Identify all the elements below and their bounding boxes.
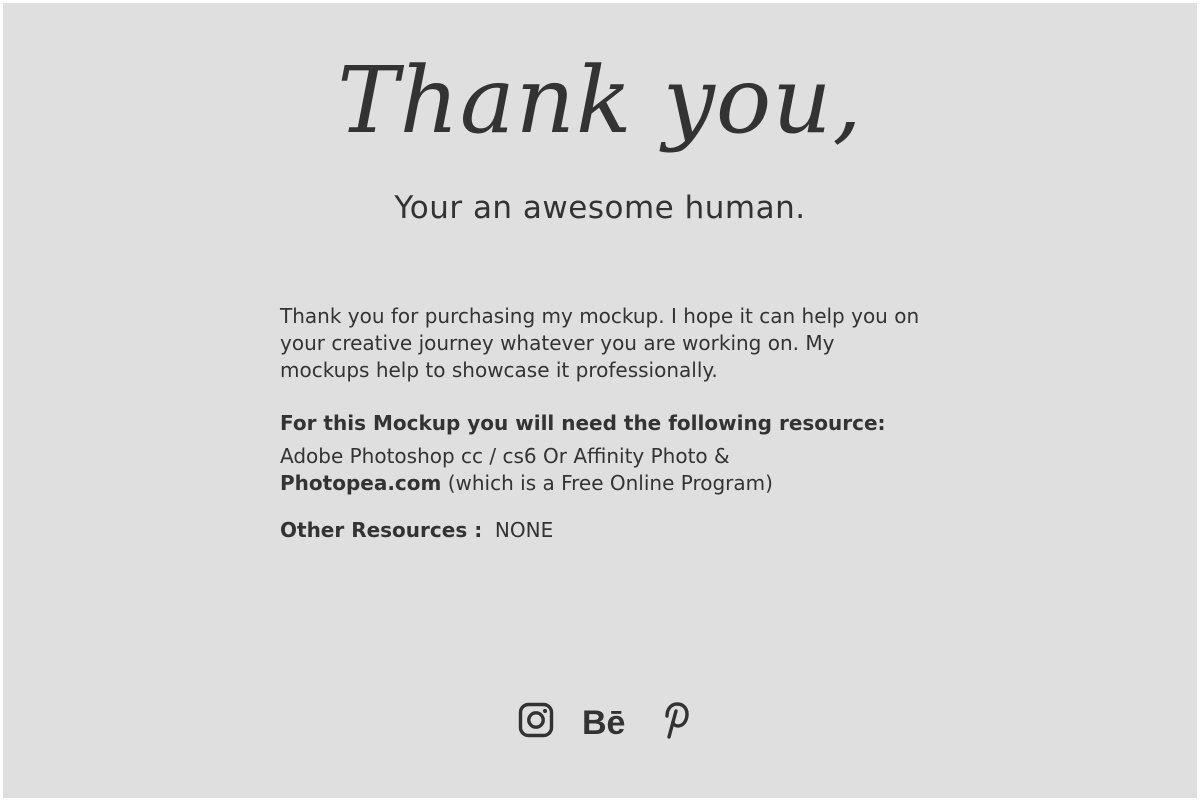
thank-you-card [3,3,1197,798]
requirements-line: Adobe Photoshop cc / cs6 Or Affinity Photo & [280,444,730,468]
other-resources-label: Other Resources : [280,518,483,542]
tagline: Your an awesome human. [394,190,806,226]
other-resources [280,517,930,544]
requirements-heading: For this Mockup you will need the following resource: [280,411,886,435]
thank-you-title: Thank you, [337,47,863,154]
requirements-text [280,443,930,497]
instagram-icon[interactable] [518,702,554,742]
photopea-note: (which is a Free Online Program) [447,471,773,495]
other-resources-value: NONE [494,518,554,542]
photopea-link[interactable]: Photopea.com [280,471,442,495]
behance-icon[interactable] [582,702,632,742]
message-block [280,303,930,544]
pinterest-icon[interactable] [660,701,690,743]
behance-icon-glyph: Bē [582,704,626,738]
social-links [518,701,690,743]
intro-text: Thank you for purchasing my mockup. I hope it can help you on your creative journey whatever you are working on. My mockups help to showcase it professionally. [280,304,920,382]
